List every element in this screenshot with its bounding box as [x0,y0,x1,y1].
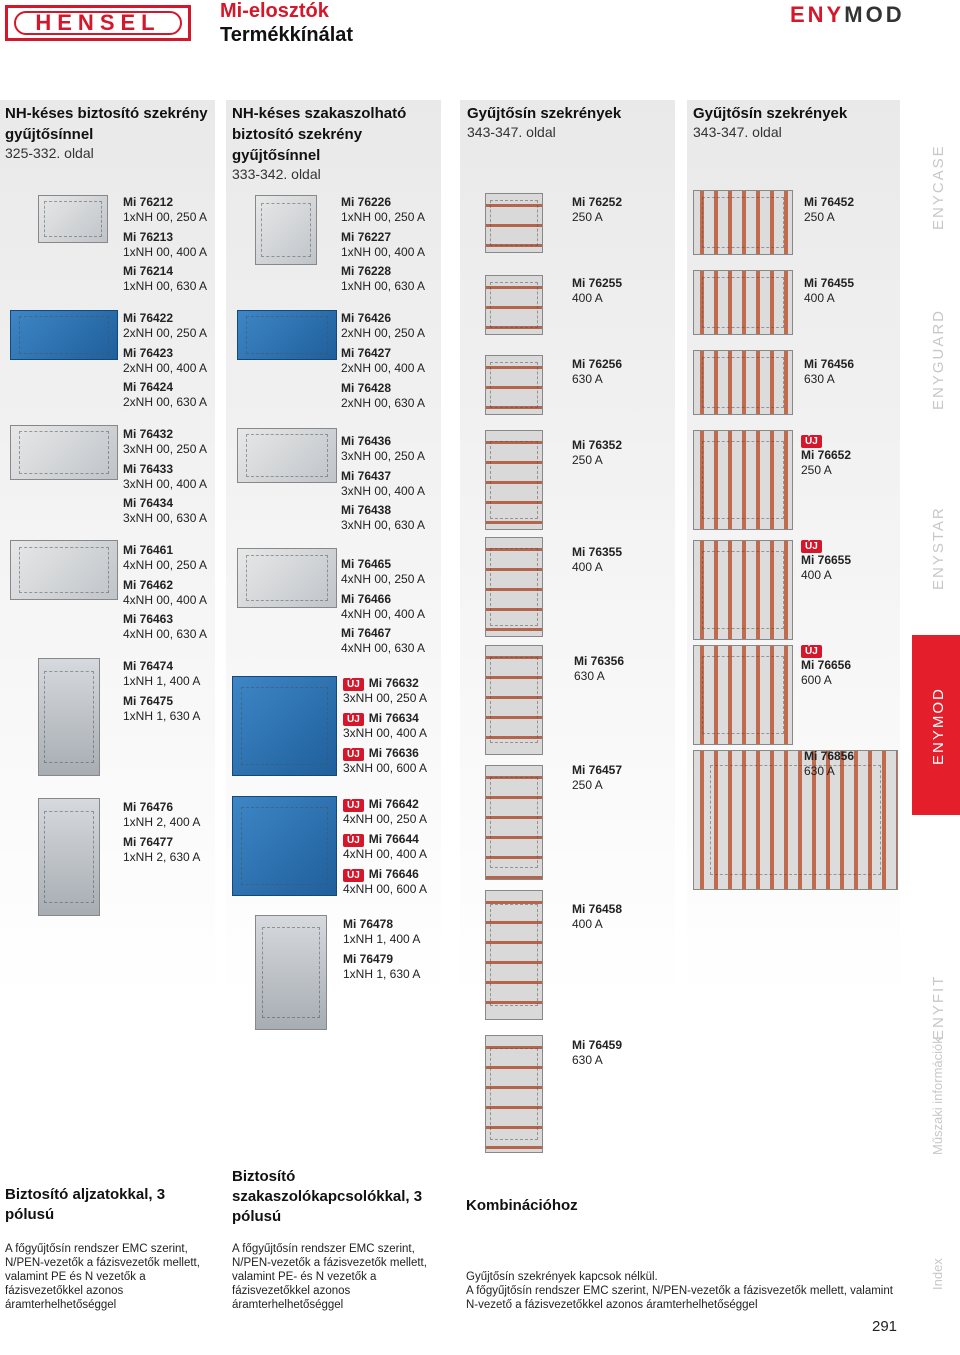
new-badge: ÚJ [801,540,822,553]
product-label: ÚJ Mi 76634 3xNH 00, 400 A [343,711,428,740]
product-label: Mi 76463 4xNH 00, 630 A [123,612,208,641]
product-label: Mi 76432 3xNH 00, 250 A [123,427,208,456]
product-image [485,537,543,637]
product-label: Mi 76466 4xNH 00, 400 A [341,592,426,621]
product-label: Mi 76467 4xNH 00, 630 A [341,626,426,655]
product-label: Mi 76458 400 A [572,902,623,931]
product-label: Mi 76856 630 A [804,749,855,778]
product-image [237,548,337,608]
product-label: ÚJ Mi 76632 3xNH 00, 250 A [343,676,428,705]
product-label: Mi 76465 4xNH 00, 250 A [341,557,426,586]
footer-title-1: Biztosító aljzatokkal, 3 pólusú [5,1186,166,1223]
product-label: Mi 76462 4xNH 00, 400 A [123,578,208,607]
product-label: Mi 76226 1xNH 00, 250 A [341,195,426,224]
product-label: Mi 76427 2xNH 00, 400 A [341,346,426,375]
product-image [485,890,543,1020]
new-badge: ÚJ [343,748,364,761]
product-label: Mi 76433 3xNH 00, 400 A [123,462,208,491]
footer-text-2: A főgyűjtősín rendszer EMC szerint, N/PEN-vezetők a fázisvezetők mellett, valamint PE- és N vezetők a fázisvezetőkkel azonos áramterhelhetőséggel [232,1243,427,1311]
product-label: Mi 76455 400 A [804,276,855,305]
product-image [693,750,898,890]
product-image [255,915,327,1030]
product-image [38,658,100,776]
column-heading-4: Gyűjtősín szekrények 343-347. oldal [693,105,848,140]
product-label: Mi 76255 400 A [572,276,623,305]
column-heading-2: NH-késes szakaszolható biztosító szekrény gyűjtősínnel 333-342. oldal [232,105,407,182]
product-image [693,350,793,415]
footer-text-3: Gyűjtősín szekrények kapcsok nélkül. A főgyűjtősín rendszer EMC szerint, N/PEN-vezetők a fázisvezetők mellett, valamint N-vezető a fázisvezetőkkel azonos áramterhelhetőséggel [466,1271,893,1311]
product-image [693,645,793,745]
product-label: Mi 76423 2xNH 00, 400 A [123,346,208,375]
product-label: Mi 76474 1xNH 1, 400 A [123,659,201,688]
product-image [38,798,100,916]
side-tab-enyfit[interactable]: ENYFIT [930,974,947,1040]
product-label: Mi 76456 630 A [804,357,855,386]
footer-text-1: A főgyűjtősín rendszer EMC szerint, N/PEN-vezetők a fázisvezetők mellett, valamint PE és N vezetők a fázisvezetőkkel azonos áramterhelhetőséggel [5,1243,200,1311]
new-badge: ÚJ [343,799,364,812]
product-label: ÚJ Mi 76652 250 A [801,436,852,477]
product-image [485,1035,543,1153]
side-tab-enycase[interactable]: ENYCASE [930,144,947,230]
product-label: ÚJ Mi 76642 4xNH 00, 250 A [343,797,428,826]
product-image [485,430,543,530]
product-label: Mi 76213 1xNH 00, 400 A [123,230,208,259]
product-image [232,796,337,896]
product-label: Mi 76214 1xNH 00, 630 A [123,264,208,293]
product-image [693,270,793,335]
product-label: ÚJ Mi 76656 600 A [801,646,852,687]
product-label: Mi 76352 250 A [572,438,623,467]
side-tab-index[interactable]: Index [930,1258,945,1290]
product-label: Mi 76426 2xNH 00, 250 A [341,311,426,340]
product-label: Mi 76355 400 A [572,545,623,574]
product-image [237,310,337,360]
product-label: Mi 76452 250 A [804,195,855,224]
product-label: Mi 76476 1xNH 2, 400 A [123,800,201,829]
product-label: ÚJ Mi 76646 4xNH 00, 600 A [343,867,428,896]
page-number: 291 [872,1318,898,1335]
product-label: Mi 76475 1xNH 1, 630 A [123,694,201,723]
product-image [693,190,793,255]
product-label: Mi 76356 630 A [574,654,625,683]
product-image [693,430,793,530]
side-tab-technical[interactable]: Műszaki információk [930,1037,945,1155]
product-label: Mi 76428 2xNH 00, 630 A [341,381,426,410]
product-image [485,275,543,335]
product-label: Mi 76459 630 A [572,1038,623,1067]
side-tab-enystar[interactable]: ENYSTAR [930,506,947,590]
product-image [255,195,317,265]
product-image [485,645,543,755]
footer-title-3: Kombinációhoz [466,1197,578,1214]
page-title: Termékkínálat [220,24,354,46]
product-image [38,195,108,243]
product-label: ÚJ Mi 76644 4xNH 00, 400 A [343,832,428,861]
product-label: Mi 76479 1xNH 1, 630 A [343,952,421,981]
hensel-logo: HENSEL [5,5,191,41]
column-heading-3: Gyűjtősín szekrények 343-347. oldal [467,105,622,140]
product-label: ÚJ Mi 76655 400 A [801,541,852,582]
product-label: Mi 76212 1xNH 00, 250 A [123,195,208,224]
product-label: Mi 76436 3xNH 00, 250 A [341,434,426,463]
side-tab-enyguard[interactable]: ENYGUARD [930,308,947,410]
product-image [485,193,543,253]
product-label: Mi 76438 3xNH 00, 630 A [341,503,426,532]
new-badge: ÚJ [343,678,364,691]
product-label: Mi 76252 250 A [572,195,623,224]
new-badge: ÚJ [343,869,364,882]
product-label: ÚJ Mi 76636 3xNH 00, 600 A [343,746,428,775]
product-image [485,355,543,415]
product-label: Mi 76434 3xNH 00, 630 A [123,496,208,525]
product-image [10,425,118,480]
product-image [237,428,337,483]
product-label: Mi 76256 630 A [572,357,623,386]
new-badge: ÚJ [801,435,822,448]
footer-title-2: Biztosító szakaszolókapcsolókkal, 3 pólusú [232,1168,423,1225]
product-label: Mi 76461 4xNH 00, 250 A [123,543,208,572]
side-tab-enymod-active[interactable]: ENYMOD [912,635,960,815]
product-label: Mi 76478 1xNH 1, 400 A [343,917,421,946]
product-image [232,676,337,776]
product-label: Mi 76477 1xNH 2, 630 A [123,835,201,864]
product-label: Mi 76227 1xNH 00, 400 A [341,230,426,259]
product-label: Mi 76437 3xNH 00, 400 A [341,469,426,498]
enymod-logo: ENYMOD [790,2,905,27]
product-label: Mi 76422 2xNH 00, 250 A [123,311,208,340]
product-label: Mi 76228 1xNH 00, 630 A [341,264,426,293]
product-image [10,310,118,360]
product-label: Mi 76457 250 A [572,763,623,792]
product-image [10,540,118,600]
page-title-red: Mi-elosztók [220,0,329,22]
new-badge: ÚJ [343,834,364,847]
product-label: Mi 76424 2xNH 00, 630 A [123,380,208,409]
new-badge: ÚJ [801,645,822,658]
product-image [485,765,543,880]
column-heading-1: NH-késes biztosító szekrény gyűjtősínnel 325-332. oldal [5,105,208,161]
new-badge: ÚJ [343,713,364,726]
product-image [693,540,793,640]
